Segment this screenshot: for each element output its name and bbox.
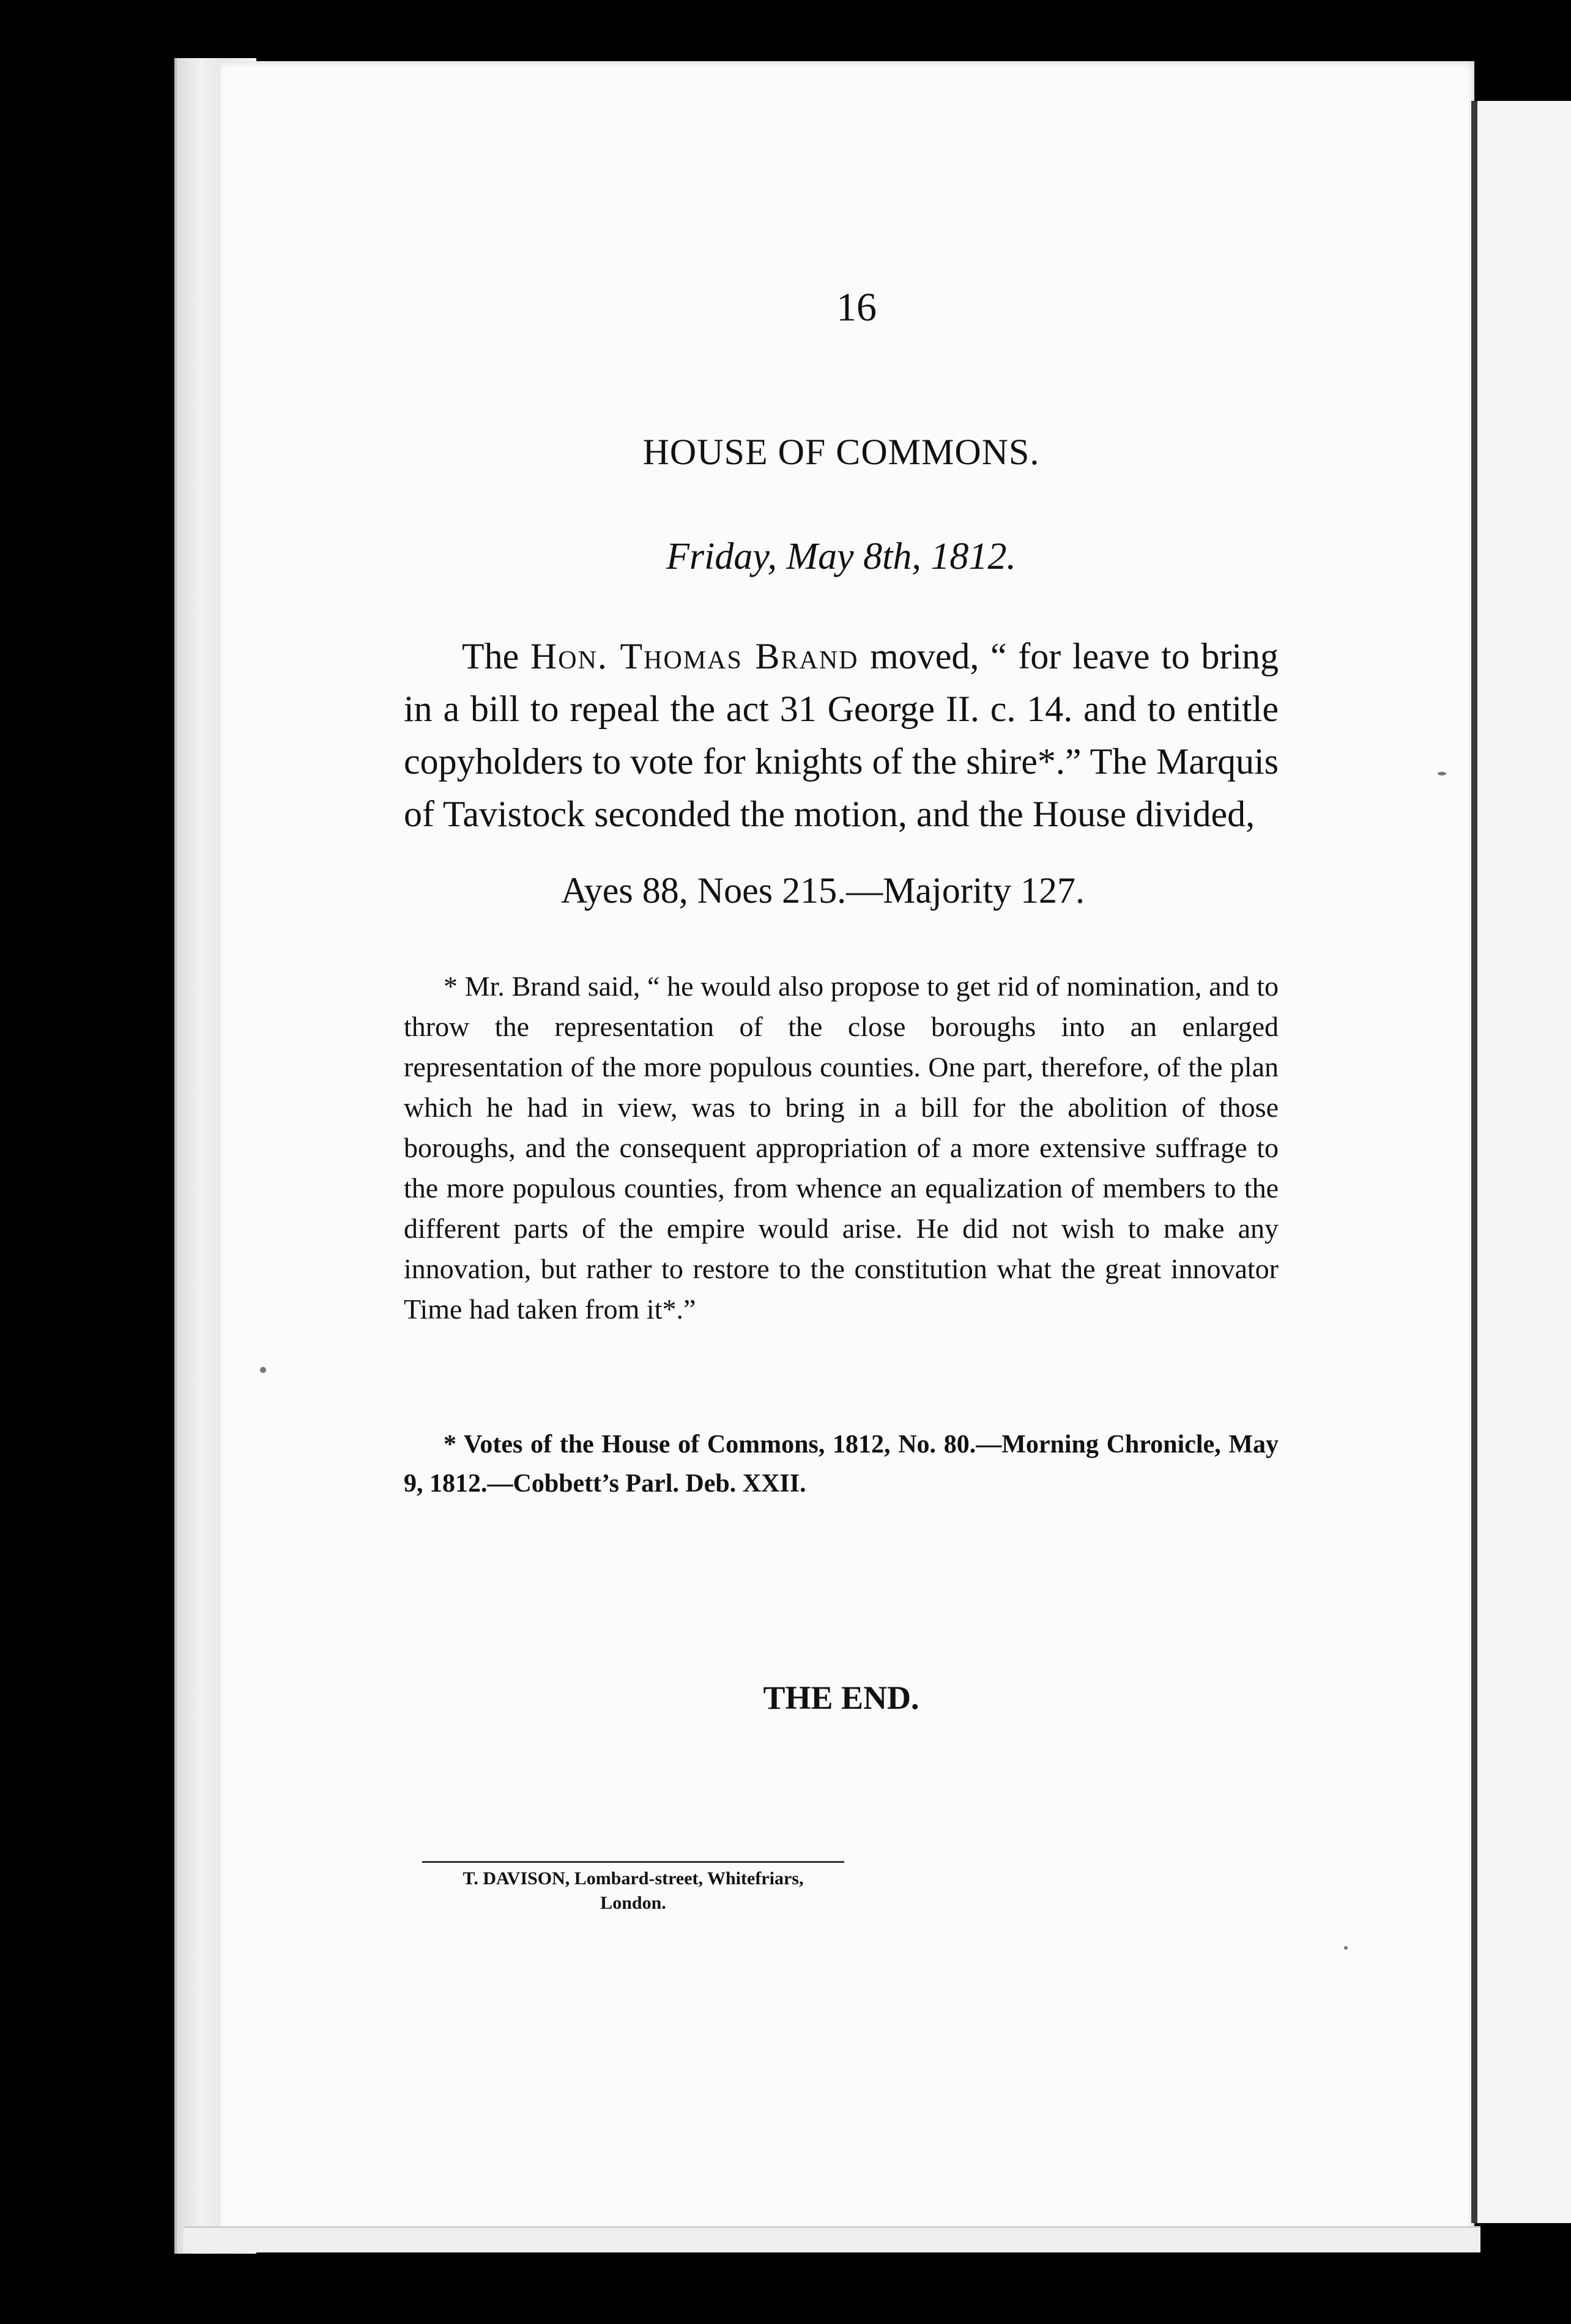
- facing-page-edge: [1471, 101, 1571, 2223]
- main-paragraph: [404, 630, 1279, 840]
- vote-result: Ayes 88, Noes 215.—Majority 127.: [560, 870, 1085, 911]
- printer-imprint: [416, 1867, 850, 1915]
- ink-speck: [260, 1367, 266, 1373]
- ink-speck: [1344, 1946, 1348, 1950]
- section-heading: HOUSE OF COMMONS.: [642, 432, 1040, 472]
- paragraph-lead: The: [462, 636, 530, 676]
- paragraph-body: moved, “ for leave to bring in a bill to repeal the act 31 George II. c. 14. and to entitle copyholders to vote for knights of the shire*.” The Marquis of Tavistock seconded the motion, and the House divided,: [404, 636, 1279, 834]
- footnote: * Mr. Brand said, “ he would also propose to get rid of nomination, and to throw the representation of the close boroughs into an enlarged representation of the more populous counties. One part, therefore, of the plan which he had in view, was to bring in a bill for the abolition of those boroughs, and the consequent appropriation of a more extensive suffrage to the more populous counties, from whence an equalization of members to the different parts of the empire would arise. He did not wish to make any innovation, but rather to restore to the constitution what the great innovator Time had taken from it*.”: [404, 971, 1279, 1325]
- page-bottom-edge: [184, 2226, 1480, 2252]
- date-line: Friday, May 8th, 1812.: [666, 536, 1016, 577]
- member-name: Hon. Thomas Brand: [530, 636, 859, 676]
- ink-speck: [1438, 772, 1446, 775]
- printer-rule: [422, 1861, 844, 1863]
- reference-note: * Votes of the House of Commons, 1812, No. 80.—Morning Chronicle, May 9, 1812.—Cobbett’s Parl. Deb. XXII.: [404, 1430, 1279, 1498]
- the-end: THE END.: [763, 1679, 919, 1716]
- printer-line-2: London.: [600, 1893, 666, 1913]
- page-number: 16: [836, 285, 877, 330]
- printer-line-1: T. DAVISON, Lombard-street, Whitefriars,: [462, 1868, 804, 1889]
